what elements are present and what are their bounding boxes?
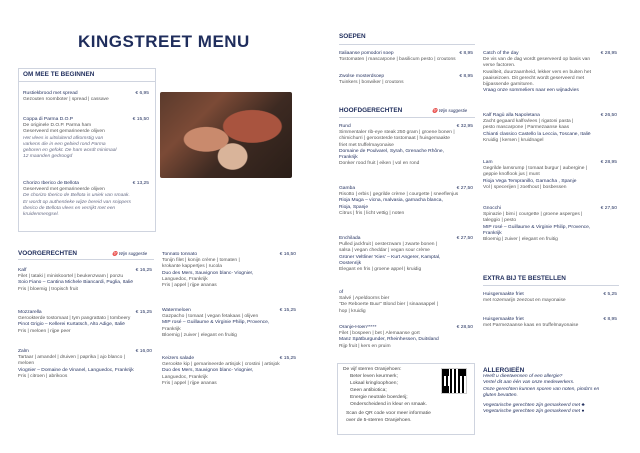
voorgerecht-item <box>18 349 152 380</box>
dish-italic: kruidenmengsel. <box>23 212 59 218</box>
voorgerecht-item <box>18 268 152 293</box>
suggestion-text: Wijn suggestie <box>438 108 468 113</box>
dish-price: € 16,25 <box>135 268 152 273</box>
allergy-text: Onze gerechten kunnen sporen van noten, pinda's en <box>483 386 600 392</box>
dish-price: € 16,00 <box>135 349 152 354</box>
dish-desc: Kwaliteit, duurzaamheid, lekker vers en buiten het <box>483 69 591 75</box>
vegan-text: Vegetarische gerechten zijn gemarkeerd met <box>483 409 581 415</box>
wine-line: Duo des Mers, Sauvignon blanc- Viognier, <box>162 270 254 276</box>
dish-desc: De vis van de dag wordt geserveerd op basis van <box>483 57 591 63</box>
wine-line: Frankrijk <box>339 155 358 161</box>
dish-italic: De chorizo Iberico de Bellota is uniek van smaak. <box>23 193 130 199</box>
dish-italic: Iberico de Bellota vlees en verrijkt met een <box>23 205 116 211</box>
dish-price: € 27,50 <box>456 236 473 241</box>
dish-desc: geppie knoflook jus | munt <box>483 172 540 178</box>
dish-desc: Frankrijk <box>162 326 181 332</box>
dish-desc: Kruidig | kersen | kruidnagel <box>483 137 544 143</box>
dish-desc: Fris | appel | rijpe ananas <box>162 283 217 289</box>
dish-desc: chimichurri | geroosterde tostomaat | huisgemaakte <box>339 136 451 142</box>
starters-box <box>18 68 156 232</box>
wine-suggestion-label <box>112 251 147 257</box>
dish-price: € 28,95 <box>600 51 617 56</box>
dish-desc: Simmentaler rib-eye steak 250 gram | groene bonen | <box>339 130 455 136</box>
dish-desc: taleggio | pesto <box>483 218 517 224</box>
dish-price: € 8,95 <box>603 317 617 322</box>
dish-desc: pesto mascarpone | Parmezaanse kaas <box>483 125 570 131</box>
dish-desc: bijpassende garnituren. <box>483 82 534 88</box>
wine-line: Rioja Muga – vicna, malvasia, garnacha blanca, <box>339 198 443 204</box>
wine-line: Frankrijk <box>483 230 502 236</box>
dish-desc: Gerookte kip | gemarineerde artisjok | crostini | artisjok <box>162 362 280 368</box>
wine-line: Soio Fiano – Cantina Michele Biancardi, Puglia, Italië <box>18 280 133 286</box>
divider <box>483 285 619 286</box>
dish-desc: paaiseizoen. Dit gerecht wordt geserveerd met <box>483 75 585 81</box>
dish-desc: Risotto | erbis | gegrilde crème | courgette | sneeflenjus <box>339 192 459 198</box>
menu-title: KINGSTREET MENU <box>78 32 250 51</box>
dish-price: € 8,95 <box>459 74 473 79</box>
dish-price: € 26,50 <box>600 113 617 118</box>
dish-desc: Donker rood fruit | eiken | vol en rond <box>339 161 420 167</box>
dish-price: € 13,25 <box>132 181 149 186</box>
extra-item <box>483 292 617 304</box>
dish-italic: 12 maanden gedroogd <box>23 154 73 160</box>
extra-heading: EXTRA BIJ TE BESTELLEN <box>483 275 566 282</box>
dish-desc: Fris | meloen | rijpe peer <box>18 328 71 334</box>
wine-glass-icon: ♈ <box>432 108 438 113</box>
dish-name: Zalm <box>18 349 29 354</box>
dish-name: Mozzarella <box>18 310 42 315</box>
dish-name: Huisgemaakte friet <box>483 292 524 297</box>
soepen-heading: SOEPEN <box>339 33 366 40</box>
wine-line: MIP rosé – Guillaume & Virginie Philip, Provence, <box>162 320 270 326</box>
allergy-text: gluten bevatten. <box>483 392 518 398</box>
vegan-note <box>483 409 613 415</box>
dish-desc: Fris | bloemig | tropisch fruit <box>18 286 78 292</box>
wine-line: Vraag onze sommeliers naar een wijnadvies <box>483 88 579 94</box>
dish-price: € 32,95 <box>456 124 473 129</box>
hoofdgerecht-item <box>339 186 473 217</box>
wine-line: Domaine de Poulvarel, Syrah, Grenache Rhône, <box>339 148 444 154</box>
dish-desc: Tuinkers | boswiker | croutons <box>339 80 404 86</box>
dish-italic: Het vlees is uitsluitend afkomstig van <box>23 135 104 141</box>
dish-price: € 27,50 <box>456 186 473 191</box>
info-bullet: Energie neutrale boerderij; <box>350 395 408 400</box>
dish-name: Chorizo Iberico de Bellota <box>23 181 80 186</box>
allergy-text: Heeft u dieetwensen of een allergie? <box>483 374 563 380</box>
wine-glass-icon: ♈ <box>112 251 118 256</box>
extra-item <box>483 317 617 329</box>
dish-desc: De originele D.O.P. Parma ham <box>23 123 92 129</box>
dish-price: € 28,50 <box>456 325 473 330</box>
dish-desc: Elegant en fris | groene appel | kruidig <box>339 267 422 273</box>
info-bullet: Onderscheidend in kleur en smaak. <box>350 402 427 407</box>
divider <box>339 44 475 45</box>
dish-desc: Gerookterde tostomaat | tym pangrattato | tombeery <box>18 316 131 322</box>
dish-name: Gamba <box>339 186 356 191</box>
dish-price: € 16,50 <box>279 252 296 257</box>
qr-text: Scan de QR code voor meer informatie <box>346 411 431 416</box>
hoofdgerecht-item <box>339 236 473 273</box>
food-photo <box>160 92 292 178</box>
starter-item <box>23 91 149 103</box>
dish-name: Huisgemaakte friet <box>483 317 524 322</box>
wine-line: Grüner Veltliner 'Kies' – Kurt Angerer, Kamptal, <box>339 254 441 260</box>
wine-line: Rioja, Spanje <box>339 204 369 210</box>
wine-suggestion-label <box>432 108 467 114</box>
dish-name: Keizers salade <box>162 356 195 361</box>
dish-name: Zwolse mosterdsoep <box>339 74 385 79</box>
divider <box>339 117 475 118</box>
dish-desc: Fris | citroen | abrikoos <box>18 373 68 379</box>
dish-italic: varkens die in een gebied rond Parma <box>23 141 106 147</box>
dish-desc: Bloemig | zuiver | elegant en fruitig <box>162 332 237 338</box>
hoofdgerecht-item <box>339 124 473 167</box>
wine-line: Rioja Vega Tempranillo, Garnacha , Spanje <box>483 178 577 184</box>
voorgerechten-heading: VOORGERECHTEN <box>18 250 77 257</box>
voorgerecht-item <box>18 310 152 335</box>
dish-desc: Salvé | Apeldoorns bier <box>339 296 390 302</box>
wine-line: Duo des Mers, Sauvignon blanc- Viognier, <box>162 368 254 374</box>
info-bullet: Geen antibiotica; <box>350 388 387 393</box>
dish-name: Watermeloen <box>162 308 191 313</box>
dish-desc: Pulled jackfruit | oesterzwam | zwarte bonen | <box>339 242 438 248</box>
wine-line: Oostenrijk <box>339 260 362 266</box>
vegan-badge-icon: ● <box>581 409 585 415</box>
dish-name: Rustiekbrood met spread <box>23 91 78 96</box>
dish-name: Gnocchi <box>483 206 501 211</box>
starter-item <box>23 117 149 160</box>
suggestion-text: Wijn suggestie <box>118 251 148 256</box>
dish-desc: friet met truffelmayonaise <box>339 142 394 148</box>
hoofdgerecht-item <box>483 206 617 243</box>
dish-name: Tonnato tonnato <box>162 252 198 257</box>
dish-desc: meloen <box>18 361 35 367</box>
dish-desc: Geserveerd met gemarineerde olijven <box>23 187 105 193</box>
dish-desc: Filet | bospeen | bet | Alemaanse gort <box>339 331 420 337</box>
dish-desc: Gegrilde lamsrump | tomaat burgur | aubergine | <box>483 166 588 172</box>
dish-name: Lam <box>483 160 493 165</box>
dish-desc: Tostomaten | mascarpone | basilicum pesto | croutons <box>339 57 456 63</box>
dish-name: Kalf Ragù alla Napoletana <box>483 113 540 118</box>
dish-italic: geboren en gefokt. De ham wordt minimaal <box>23 148 117 154</box>
dish-price: € 15,25 <box>135 310 152 315</box>
hoofdgerecht-item <box>483 51 617 94</box>
dish-desc: salsa | vegan cheddar | vegan sour crème <box>339 248 430 254</box>
wine-line: Viognier – Domaine de Vinanel, Languedoc, Frankrijk <box>18 367 134 373</box>
dish-desc: Tonijn filet | konijn crème | tomaten | <box>162 258 240 264</box>
dish-name: Italiaanse pomodori soep <box>339 51 394 56</box>
dish-desc: Spinazie | bimi | courgette | groene asperges | <box>483 212 583 218</box>
dish-desc: krokante kappertjes | rucola <box>162 264 222 270</box>
dish-price: € 28,95 <box>600 160 617 165</box>
wine-line: Pinot Grigio – Kellerei Kurtatsch, Alto Adige, Italië <box>18 322 125 328</box>
voorgerecht-item <box>162 252 296 289</box>
wine-line: Manz Spätburgunder, Rheinhessen, Duitsland <box>339 337 439 343</box>
hoofdgerechten-heading: HOOFDGERECHTEN <box>339 107 403 114</box>
dish-desc: Gazpacho | tomaat | vegan fetakaas | olijven <box>162 314 259 320</box>
starter-item <box>23 181 149 218</box>
dish-name: Rund <box>339 124 351 129</box>
soep-item <box>339 74 473 86</box>
vegetarian-text: Vegetarische gerechten zijn gemarkeerd met <box>483 403 581 409</box>
info-intro: De vijf sterren Oranjehoen: <box>343 367 402 372</box>
leaf-icon: ♣ <box>581 403 585 409</box>
dish-name: of <box>339 290 344 295</box>
dish-desc: Rijp fruit | kers en pruim <box>339 343 391 349</box>
dish-desc: verse factoren. <box>483 63 516 69</box>
dish-price: € 27,50 <box>600 206 617 211</box>
voorgerecht-item <box>162 308 296 339</box>
dish-italic: Er wordt op authentieke wijze bereid van snippers <box>23 199 131 205</box>
dish-desc: Bloemig | zuiver | elegant en fruitig <box>483 237 558 243</box>
dish-price: € 15,25 <box>279 356 296 361</box>
dish-note: Geserveerd met gemarineerde olijven <box>23 129 105 135</box>
qr-code[interactable] <box>441 368 467 394</box>
info-bullet: Beter leven keurmerk; <box>350 374 398 379</box>
dish-name: Enchilada <box>339 236 361 241</box>
hoofdgerecht-item <box>339 290 473 315</box>
dish-desc: hop | kruidig <box>339 308 366 314</box>
dish-desc: Vol | specerijen | zoethout | bosbessen <box>483 184 567 190</box>
dish-name: Coppa di Parma D.O.P <box>23 117 74 122</box>
hoofdgerecht-item <box>339 325 473 350</box>
dish-desc: "De Reboerte Buur" Blond bier | sinaasappel | <box>339 302 438 308</box>
dish-price: € 15,25 <box>279 308 296 313</box>
dish-desc: Filet | tataki | miniskoortel | beukenzwam | ponzu <box>18 274 124 280</box>
hoofdgerecht-item <box>483 113 617 144</box>
hoofdgerecht-item <box>483 160 617 191</box>
dish-desc: Citrus | fris | licht vettig | noten <box>339 210 405 216</box>
dish-price: € 5,25 <box>603 292 617 297</box>
left-page <box>0 0 318 453</box>
wine-line: MIP rosé – Guillaume & Virginie Philip, Provence, <box>483 224 591 230</box>
dish-name: Catch of the day <box>483 51 519 56</box>
starters-heading: OM MEE TE BEGINNEN <box>19 69 155 82</box>
soep-item <box>339 51 473 63</box>
dish-price: € 8,95 <box>459 51 473 56</box>
dish-price: € 15,50 <box>132 117 149 122</box>
dish-name: Oranje-Hoen***** <box>339 325 377 330</box>
dish-desc: met Parmezaanse kaas en truffelmayonaise <box>483 323 579 329</box>
dish-desc: Languedoc, Frankrijk <box>162 374 208 380</box>
info-bullet: Lokaal kringloophoen; <box>350 381 398 386</box>
dish-name: Kalf <box>18 268 27 273</box>
allergy-section <box>483 368 613 415</box>
dish-desc: Zacht gegaard kalfsvlees | rigatoni pasta | <box>483 119 574 125</box>
dish-desc: Tartaar | amandel | druiven | paprika | ajo blanco | <box>18 355 125 361</box>
allergy-heading: ALLERGIEËN <box>483 367 525 374</box>
allergy-text: Vertel dit aan één van onze medewerkers. <box>483 380 575 386</box>
wine-line: Chianti classico Castello la Leccia, Toscane, Italië <box>483 131 591 137</box>
dish-desc: Fris | appel | rijpe ananas <box>162 380 217 386</box>
dish-desc: Languedoc, Frankrijk <box>162 276 208 282</box>
divider <box>18 259 154 260</box>
qr-text: over de 5-sterren Oranjehoen. <box>346 418 412 423</box>
dish-desc: met rozemarijn zeezout en mayonaise <box>483 298 566 304</box>
dish-desc: Gezouten roomboter | spread | cassave <box>23 97 109 103</box>
voorgerecht-item <box>162 356 296 387</box>
dish-price: € 6,95 <box>135 91 149 96</box>
